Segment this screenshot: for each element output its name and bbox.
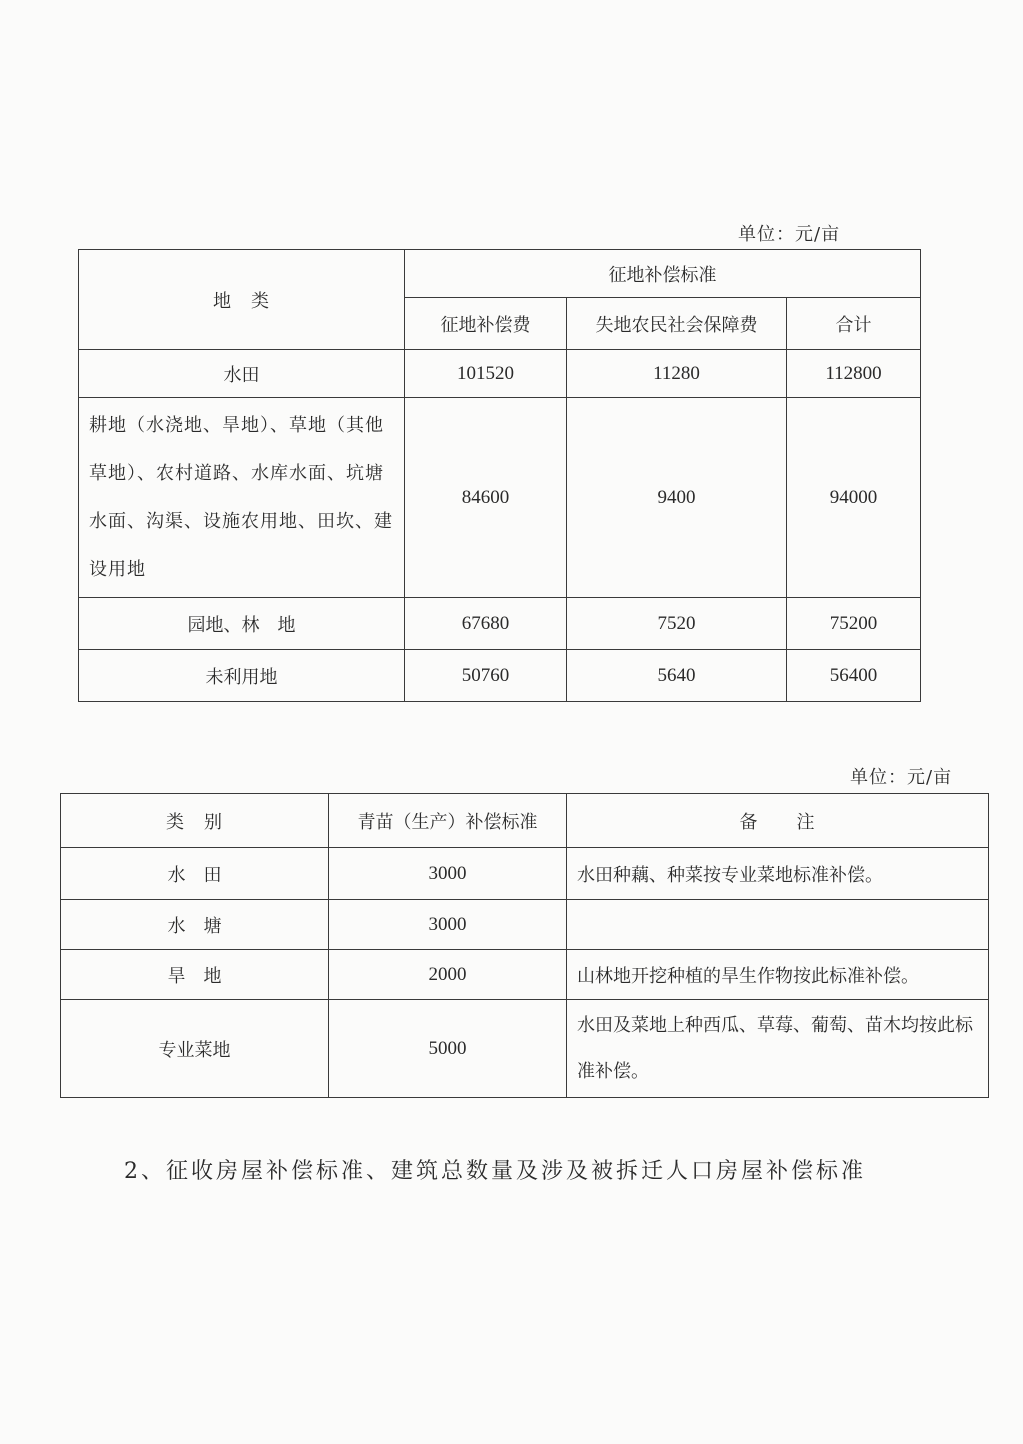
header-col-social-security-fee: 失地农民社会保障费 [567,298,787,350]
header-land-type: 地 类 [79,250,405,350]
cell-social-security-fee: 7520 [567,598,787,650]
cell-total: 75200 [787,598,921,650]
header-crop-standard: 青苗（生产）补偿标准 [329,794,567,848]
cell-crop-standard: 2000 [329,950,567,1000]
table-row [61,1000,989,1098]
cell-total: 94000 [787,398,921,598]
table2-unit: 单位：元/亩 [850,767,953,788]
row-category: 专业菜地 [61,1000,329,1098]
cell-crop-standard: 3000 [329,848,567,900]
row-land-type: 园地、林 地 [79,598,405,650]
header-compensation-standard: 征地补偿标准 [405,250,921,298]
cell-crop-standard: 5000 [329,1000,567,1098]
table-row [79,350,921,398]
row-category: 水 田 [61,848,329,900]
cell-remarks [567,900,989,950]
cell-crop-standard: 3000 [329,900,567,950]
cell-compensation-fee: 84600 [405,398,567,598]
table-row [61,950,989,1000]
row-land-type: 耕地（水浇地、旱地）、草地（其他草地）、农村道路、水库水面、坑塘水面、沟渠、设施农用地、田坎、建设用地 [79,398,405,598]
header-remarks: 备 注 [567,794,989,848]
cell-remarks: 水田种藕、种菜按专业菜地标准补偿。 [567,848,989,900]
cell-social-security-fee: 5640 [567,650,787,702]
cell-remarks: 水田及菜地上种西瓜、草莓、葡萄、苗木均按此标准补偿。 [567,1000,989,1098]
land-compensation-table [78,249,921,702]
header-col-compensation-fee: 征地补偿费 [405,298,567,350]
row-land-type: 水田 [79,350,405,398]
cell-compensation-fee: 67680 [405,598,567,650]
row-category: 旱 地 [61,950,329,1000]
table-row [79,650,921,702]
cell-remarks: 山林地开挖种植的旱生作物按此标准补偿。 [567,950,989,1000]
header-col-total: 合计 [787,298,921,350]
section-heading: 2、征收房屋补偿标准、建筑总数量及涉及被拆迁人口房屋补偿标准 [124,1159,866,1184]
cell-social-security-fee: 11280 [567,350,787,398]
cell-total: 112800 [787,350,921,398]
cell-compensation-fee: 101520 [405,350,567,398]
table-row [61,848,989,900]
row-category: 水 塘 [61,900,329,950]
cell-total: 56400 [787,650,921,702]
cell-social-security-fee: 9400 [567,398,787,598]
table1-unit: 单位：元/亩 [738,224,841,245]
cell-compensation-fee: 50760 [405,650,567,702]
row-land-type: 未利用地 [79,650,405,702]
table-row [79,598,921,650]
table-row [79,398,921,598]
crop-compensation-table [60,793,989,1098]
table-row [61,900,989,950]
header-category: 类 别 [61,794,329,848]
